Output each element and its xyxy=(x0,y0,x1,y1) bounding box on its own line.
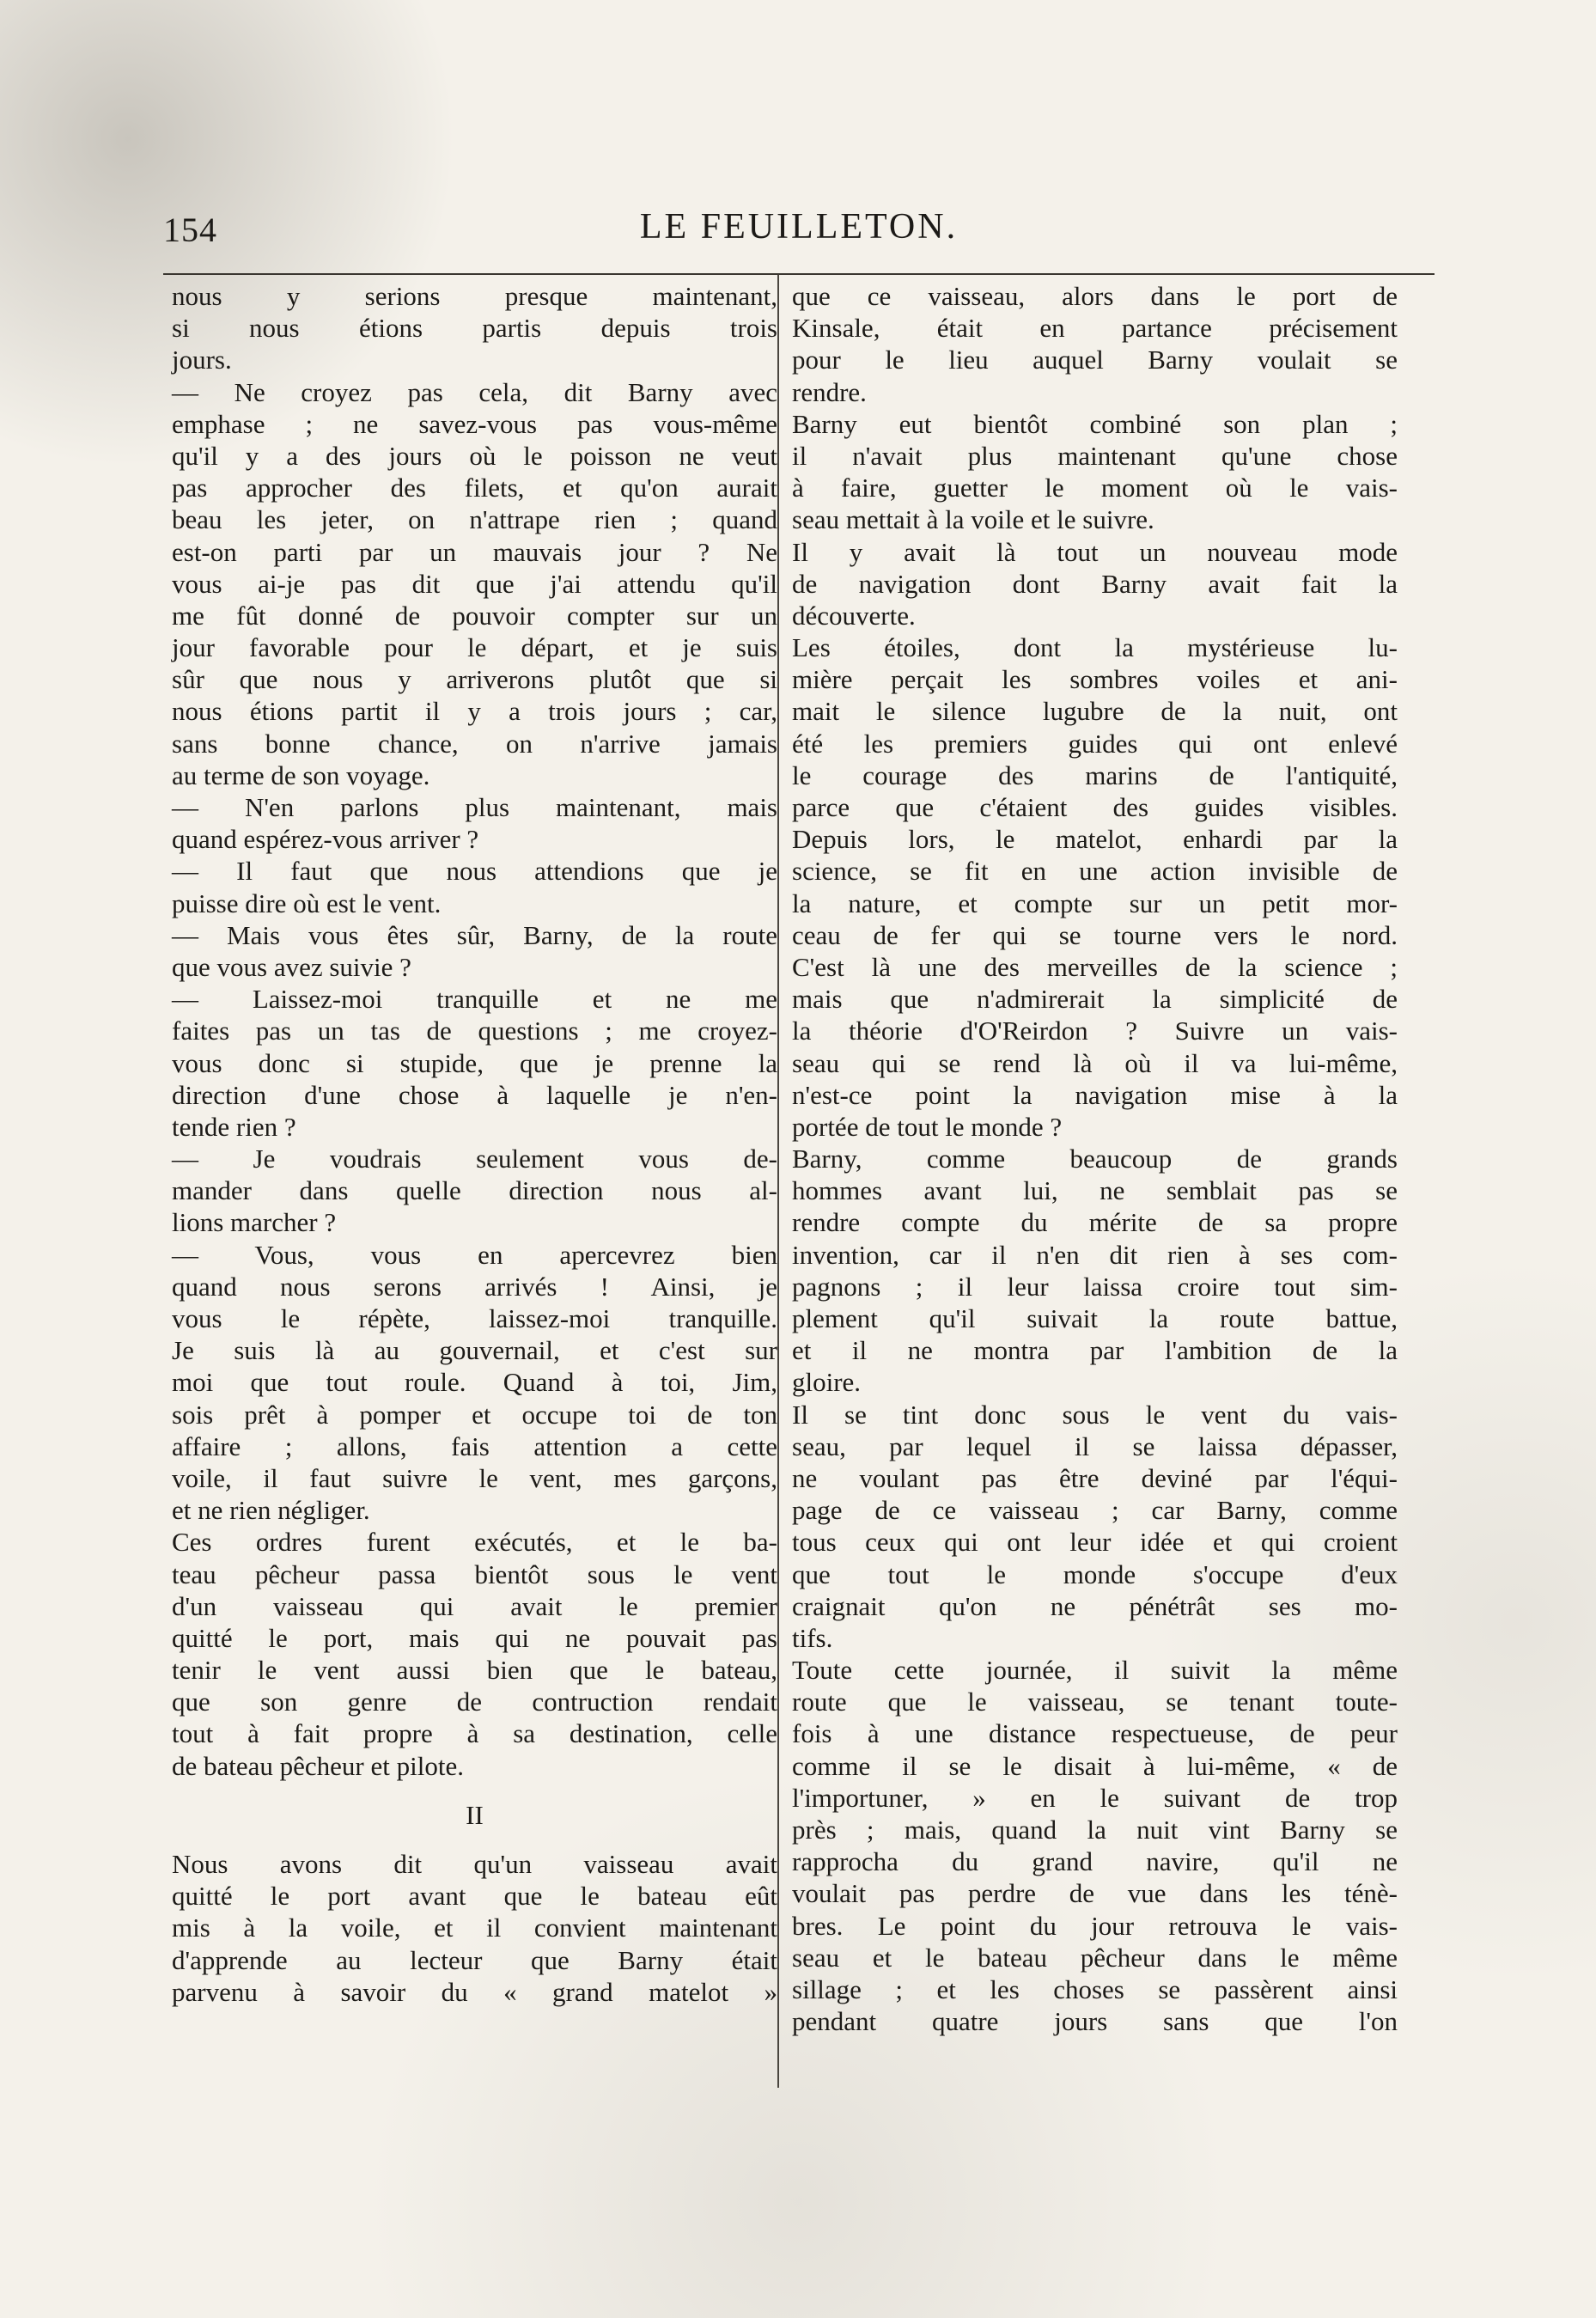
text-line: craignait qu'on ne pénétrât ses mo- xyxy=(792,1590,1398,1621)
text-line: emphase ; ne savez-vous pas vous-même xyxy=(172,408,777,439)
text-line: rendre compte du mérite de sa propre xyxy=(792,1207,1398,1238)
text-line: à faire, guetter le moment où le vais- xyxy=(792,473,1398,503)
text-line: la théorie d'O'Reirdon ? Suivre un vais- xyxy=(792,1016,1398,1046)
text-line: — Laissez-moi tranquille et ne me xyxy=(172,984,777,1015)
text-line: d'apprende au lecteur que Barny était xyxy=(172,1944,777,1975)
text-line: découverte. xyxy=(792,600,916,631)
text-line: plement qu'il suivait la route battue, xyxy=(792,1303,1398,1333)
text-line: science, se fit en une action invisible de xyxy=(792,856,1398,887)
text-line: moi que tout roule. Quand à toi, Jim, xyxy=(172,1367,777,1398)
text-line: comme il se le disait à lui-même, « de xyxy=(792,1750,1398,1781)
text-line: vous le répète, laissez-moi tranquille. xyxy=(172,1303,777,1333)
text-line: vous ai-je pas dit que j'ai attendu qu'il xyxy=(172,568,777,599)
text-line: et ne rien négliger. xyxy=(172,1495,370,1526)
text-line: C'est là une des merveilles de la science ; xyxy=(792,951,1398,982)
text-line: jour favorable pour le départ, et je suis xyxy=(172,632,777,663)
text-line: le courage des marins de l'antiquité, xyxy=(792,759,1398,790)
text-line: invention, car il n'en dit rien à ses com- xyxy=(792,1239,1398,1270)
text-line: sois prêt à pomper et occupe toi de ton xyxy=(172,1399,777,1430)
page-number: 154 xyxy=(163,210,217,249)
text-line: de navigation dont Barny avait fait la xyxy=(792,568,1398,599)
running-title: LE FEUILLETON. xyxy=(639,207,959,247)
right-column xyxy=(792,280,1398,2037)
text-line: direction d'une chose à laquelle je n'en- xyxy=(172,1079,777,1110)
text-line: Les étoiles, dont la mystérieuse lu- xyxy=(792,632,1398,663)
text-line: quand espérez-vous arriver ? xyxy=(172,824,479,855)
text-line: la nature, et compte sur un petit mor- xyxy=(792,888,1398,918)
text-line: Ces ordres furent exécutés, et le ba- xyxy=(172,1527,777,1558)
text-line: Depuis lors, le matelot, enhardi par la xyxy=(792,824,1398,855)
line-spacer xyxy=(172,1782,777,1799)
text-line: n'est-ce point la navigation mise à la xyxy=(792,1079,1398,1110)
text-line: — Vous, vous en apercevrez bien xyxy=(172,1239,777,1270)
text-line: tenir le vent aussi bien que le bateau, xyxy=(172,1655,777,1686)
text-line: pas approcher des filets, et qu'on aurait xyxy=(172,473,777,503)
text-line: été les premiers guides qui ont enlevé xyxy=(792,728,1398,759)
text-line: — Il faut que nous attendions que je xyxy=(172,856,777,887)
text-line: — Je voudrais seulement vous de- xyxy=(172,1144,777,1174)
text-line: nous y serions presque maintenant, xyxy=(172,281,777,311)
text-line: sans bonne chance, on n'arrive jamais xyxy=(172,728,777,759)
text-line: gloire. xyxy=(792,1367,862,1398)
text-line: puisse dire où est le vent. xyxy=(172,888,442,918)
text-line: rendre. xyxy=(792,376,867,407)
text-line: seau et le bateau pêcheur dans le même xyxy=(792,1942,1398,1973)
text-line: jours. xyxy=(172,345,232,375)
text-line: si nous étions partis depuis trois xyxy=(172,313,777,344)
text-line: que tout le monde s'occupe d'eux xyxy=(792,1559,1398,1589)
header-rule xyxy=(163,273,1435,275)
text-line: page de ce vaisseau ; car Barny, comme xyxy=(792,1495,1398,1526)
section-heading: II xyxy=(466,1799,484,1830)
left-column xyxy=(172,280,777,2008)
text-line: qu'il y a des jours où le poisson ne veut xyxy=(172,440,777,471)
text-line: fois à une distance respectueuse, de peur xyxy=(792,1718,1398,1749)
text-line: voile, il faut suivre le vent, mes garçons, xyxy=(172,1462,777,1493)
text-line: Je suis là au gouvernail, et c'est sur xyxy=(172,1335,777,1366)
text-line: lions marcher ? xyxy=(172,1207,337,1238)
text-line: l'importuner, » en le suivant de trop xyxy=(792,1782,1398,1813)
text-line: de bateau pêcheur et pilote. xyxy=(172,1750,464,1781)
text-line: et il ne montra par l'ambition de la xyxy=(792,1335,1398,1366)
text-line: près ; mais, quand la nuit vint Barny se xyxy=(792,1815,1398,1845)
text-line: Barny, comme beaucoup de grands xyxy=(792,1144,1398,1174)
text-line: est-on parti par un mauvais jour ? Ne xyxy=(172,536,777,567)
text-line: affaire ; allons, fais attention a cette xyxy=(172,1430,777,1461)
text-line: parvenu à savoir du « grand matelot » xyxy=(172,1976,777,2007)
text-line: beau les jeter, on n'attrape rien ; quand xyxy=(172,504,777,535)
text-line: ne voulant pas être deviné par l'équi- xyxy=(792,1462,1398,1493)
text-line: teau pêcheur passa bientôt sous le vent xyxy=(172,1559,777,1589)
text-line: Il y avait là tout un nouveau mode xyxy=(792,536,1398,567)
text-line: Il se tint donc sous le vent du vais- xyxy=(792,1399,1398,1430)
text-line: faites pas un tas de questions ; me croyez- xyxy=(172,1016,777,1046)
text-line: bres. Le point du jour retrouva le vais- xyxy=(792,1910,1398,1941)
text-line: hommes avant lui, ne semblait pas se xyxy=(792,1175,1398,1206)
text-line: au terme de son voyage. xyxy=(172,759,430,790)
text-line: — Ne croyez pas cela, dit Barny avec xyxy=(172,376,777,407)
text-line: Kinsale, était en partance précisement xyxy=(792,313,1398,344)
text-line: Toute cette journée, il suivit la même xyxy=(792,1655,1398,1686)
text-line: d'un vaisseau qui avait le premier xyxy=(172,1590,777,1621)
text-line: que vous avez suivie ? xyxy=(172,951,411,982)
column-divider xyxy=(777,275,779,2088)
text-line: nous étions partit il y a trois jours ; car, xyxy=(172,696,777,727)
text-line: mière perçait les sombres voiles et ani- xyxy=(792,664,1398,695)
page-header xyxy=(163,206,1435,258)
text-line: pour le lieu auquel Barny voulait se xyxy=(792,345,1398,375)
text-line: pendant quatre jours sans que l'on xyxy=(792,2006,1398,2037)
text-line: pagnons ; il leur laissa croire tout sim- xyxy=(792,1271,1398,1302)
text-line: mait le silence lugubre de la nuit, ont xyxy=(792,696,1398,727)
text-line: tout à fait propre à sa destination, celle xyxy=(172,1718,777,1749)
text-line: que ce vaisseau, alors dans le port de xyxy=(792,281,1398,311)
text-line: tifs. xyxy=(792,1622,833,1653)
text-line: mis à la voile, et il convient maintenant xyxy=(172,1912,777,1943)
text-line: sillage ; et les choses se passèrent ainsi xyxy=(792,1973,1398,2004)
text-line: seau, par lequel il se laissa dépasser, xyxy=(792,1430,1398,1461)
text-line: voulait pas perdre de vue dans les ténè- xyxy=(792,1878,1398,1909)
line-spacer xyxy=(172,1831,777,1848)
text-line: seau qui se rend là où il va lui-même, xyxy=(792,1047,1398,1078)
text-line: rapprocha du grand navire, qu'il ne xyxy=(792,1846,1398,1877)
text-line: quitté le port, mais qui ne pouvait pas xyxy=(172,1622,777,1653)
text-line: quitté le port avant que le bateau eût xyxy=(172,1881,777,1912)
text-line: route que le vaisseau, se tenant toute- xyxy=(792,1687,1398,1717)
text-line: mais que n'admirerait la simplicité de xyxy=(792,984,1398,1015)
text-line: il n'avait plus maintenant qu'une chose xyxy=(792,440,1398,471)
text-line: sûr que nous y arriverons plutôt que si xyxy=(172,664,777,695)
text-line: Barny eut bientôt combiné son plan ; xyxy=(792,408,1398,439)
text-line: parce que c'étaient des guides visibles. xyxy=(792,792,1398,822)
text-line: quand nous serons arrivés ! Ainsi, je xyxy=(172,1271,777,1302)
text-line: — Mais vous êtes sûr, Barny, de la route xyxy=(172,919,777,950)
text-line: que son genre de contruction rendait xyxy=(172,1687,777,1717)
text-line: Nous avons dit qu'un vaisseau avait xyxy=(172,1849,777,1879)
text-line: vous donc si stupide, que je prenne la xyxy=(172,1047,777,1078)
text-line: mander dans quelle direction nous al- xyxy=(172,1175,777,1206)
text-line: me fût donné de pouvoir compter sur un xyxy=(172,600,777,631)
text-line: seau mettait à la voile et le suivre. xyxy=(792,504,1154,535)
text-line: tous ceux qui ont leur idée et qui croient xyxy=(792,1527,1398,1558)
text-line: — N'en parlons plus maintenant, mais xyxy=(172,792,777,822)
text-line: portée de tout le monde ? xyxy=(792,1111,1063,1142)
text-line: tende rien ? xyxy=(172,1111,296,1142)
text-line: ceau de fer qui se tourne vers le nord. xyxy=(792,919,1398,950)
